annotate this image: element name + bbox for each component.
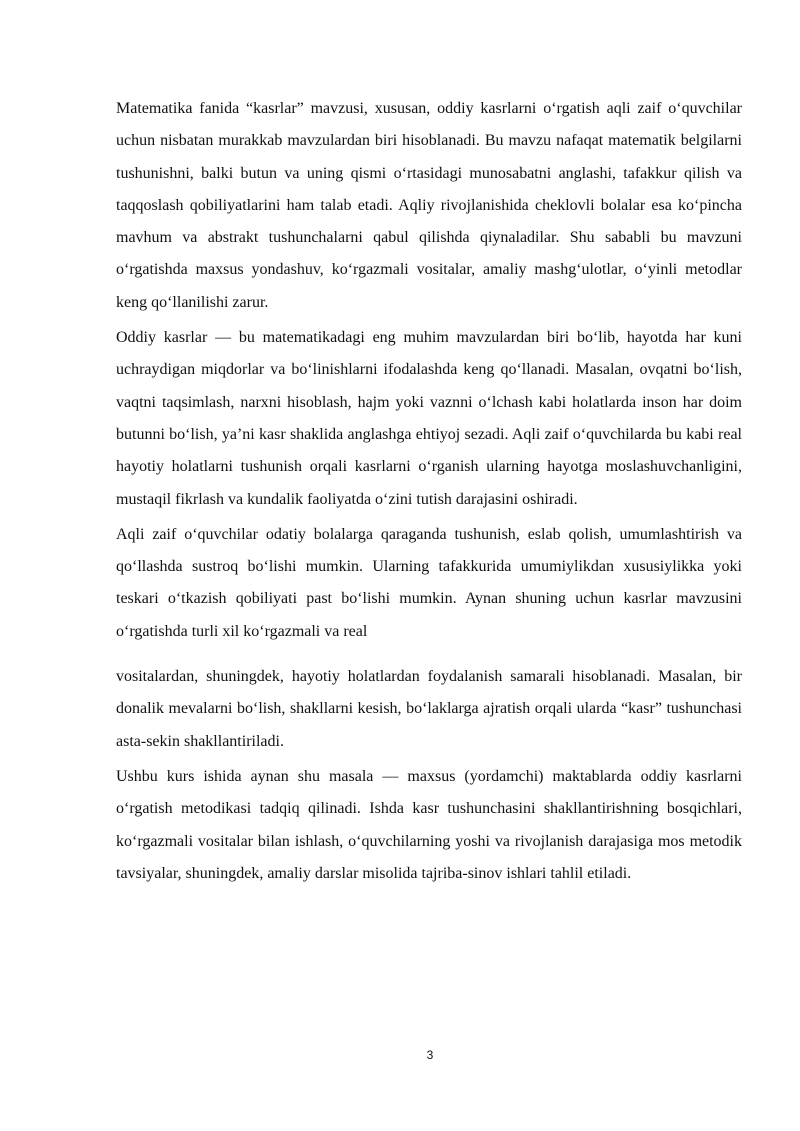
page-number: 3: [426, 1048, 434, 1062]
paragraph-1: Matematika fanida “kasrlar” mavzusi, xususan, oddiy kasrlarni o‘rgatish aqli zaif o‘quvchilar uchun nisbatan murakkab mavzulardan biri hisoblanadi. Bu mavzu nafaqat matematik belgilarni tushunishni, balki butun va uning qismi o‘rtasidagi munosabatni anglashi, tafakkur qilish va taqqoslash qobiliyatlarini ham talab etadi. Aqliy rivojlanishida cheklovli bolalar esa ko‘pincha mavhum va abstrakt tushunchalarni qabul qilishda qiynaladilar. Shu sababli bu mavzuni o‘rgatishda maxsus yondashuv, ko‘rgazmali vositalar, amaliy mashg‘ulotlar, o‘yinli metodlar keng qo‘llanilishi zarur.: [116, 100, 742, 311]
paragraph-3: Aqli zaif o‘quvchilar odatiy bolalarga qaraganda tushunish, eslab qolish, umumlashtirish va qo‘llashda sustroq bo‘lishi mumkin. Ularning tafakkurida umumiylikdan xususiylikka yoki teskari o‘tkazish qobiliyati past bo‘lishi mumkin. Aynan shuning uchun kasrlar mavzusini o‘rgatishda turli xil ko‘rgazmali va real: [116, 525, 742, 640]
document-body: [116, 93, 742, 890]
paragraph-4: Ushbu kurs ishida aynan shu masala — maxsus (yordamchi) maktablarda oddiy kasrlarni o‘rgatish metodikasi tadqiq qilinadi. Ishda kasr tushunchasini shakllantirishning bosqichlari, ko‘rgazmali vositalar bilan ishlash, o‘quvchilarning yoshi va rivojlanish darajasiga mos metodik tavsiyalar, shuningdek, amaliy darslar misolida tajriba-sinov ishlari tahlil etiladi.: [116, 767, 742, 882]
paragraph-3-continuation: vositalardan, shuningdek, hayotiy holatlardan foydalanish samarali hisoblanadi. Masalan, bir donalik mevalarni bo‘lish, shakllarni kesish, bo‘laklarga ajratish orqali ularda “kasr” tushunchasi asta-sekin shakllantiriladi.: [116, 668, 742, 750]
paragraph-2: Oddiy kasrlar — bu matematikadagi eng muhim mavzulardan biri bo‘lib, hayotda har kuni uchraydigan miqdorlar va bo‘linishlarni ifodalashda keng qo‘llanadi. Masalan, ovqatni bo‘lish, vaqtni taqsimlash, narxni hisoblash, hajm yoki vaznni o‘lchash kabi holatlarda inson har doim butunni bo‘lish, ya’ni kasr shaklida anglashga ehtiyoj sezadi. Aqli zaif o‘quvchilarda bu kabi real hayotiy holatlarni tushunish orqali kasrlarni o‘rganish ularning hayotga moslashuvchanligini, mustaqil fikrlash va kundalik faoliyatda o‘zini tutish darajasini oshiradi.: [116, 329, 742, 508]
